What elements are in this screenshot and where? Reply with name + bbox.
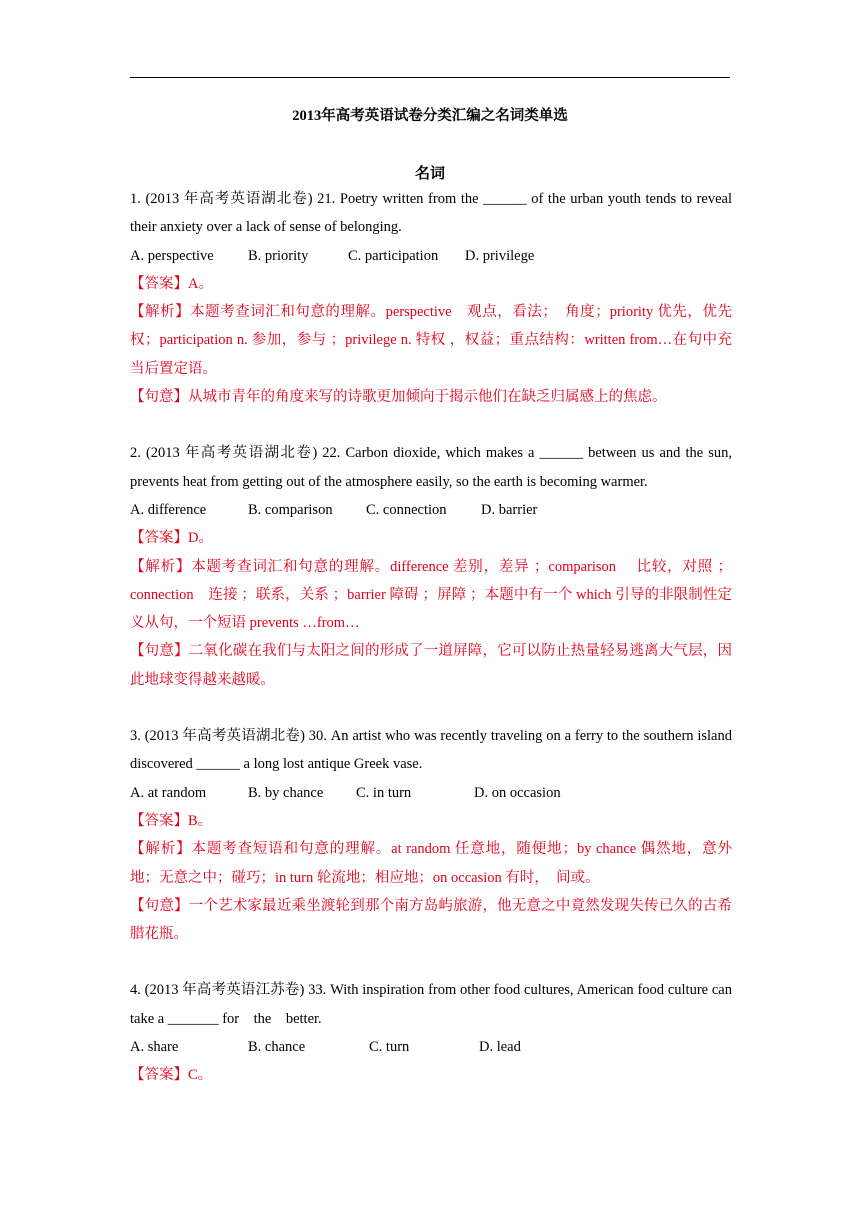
question-stem: 1. (2013 年高考英语湖北卷) 21. Poetry written from the ______ of the urban youth tends to reveal their anxiety over a lack of sense of belonging. bbox=[130, 191, 732, 236]
option-d: D. lead bbox=[479, 1039, 521, 1056]
sentence-meaning: 【句意】一个艺术家最近乘坐渡轮到那个南方岛屿旅游，他无意之中竟然发现失传已久的古希腊花瓶。 bbox=[130, 897, 732, 943]
option-a: A. at random bbox=[130, 784, 207, 801]
question-stem: 4. (2013 年高考英语江苏卷) 33. With inspiration from other food cultures, American food culture can take a _______ for the better. bbox=[130, 982, 732, 1027]
question-stem: 2. (2013 年高考英语湖北卷) 22. Carbon dioxide, which makes a ______ between us and the sun, prevents heat from getting out of the atmosphere easily, so the earth is becoming warmer. bbox=[130, 445, 732, 490]
option-c: C. connection bbox=[366, 501, 447, 518]
section-title: 名词 bbox=[414, 166, 445, 182]
option-b: B. comparison bbox=[248, 501, 333, 518]
option-a: A. perspective bbox=[130, 247, 214, 264]
option-b: B. by chance bbox=[248, 784, 324, 801]
question-stem: 3. (2013 年高考英语湖北卷) 30. An artist who was recently traveling on a ferry to the southern island discovered ______ a long lost antique Greek vase. bbox=[130, 728, 732, 773]
option-d: D. privilege bbox=[465, 247, 535, 264]
option-d: D. on occasion bbox=[474, 784, 561, 801]
option-a: A. difference bbox=[130, 501, 207, 518]
sentence-meaning: 【句意】二氧化碳在我们与太阳之间的形成了一道屏障，它可以防止热量轻易逃离大气层，因此地球变得越来越暖。 bbox=[130, 643, 732, 688]
document-title: 2013年高考英语试卷分类汇编之名词类单选 bbox=[292, 108, 568, 124]
question-list bbox=[130, 185, 732, 1090]
option-c: C. turn bbox=[369, 1039, 410, 1056]
option-c: C. in turn bbox=[356, 784, 412, 801]
answer: 【答案】C。 bbox=[130, 1067, 213, 1084]
spacer bbox=[130, 694, 732, 722]
option-d: D. barrier bbox=[481, 501, 538, 518]
options-row bbox=[130, 496, 732, 524]
question-3 bbox=[130, 722, 732, 948]
answer: 【答案】B。 bbox=[130, 812, 213, 829]
answer: 【答案】A。 bbox=[130, 275, 213, 292]
analysis: 【解析】本题考查词汇和句意的理解。perspective 观点，看法； 角度；priority 优先，优先权；participation n. 参加，参与 ；privilege n. 特权 ，权益；重点结构：written from…在句中充当后置定语。 bbox=[130, 304, 732, 377]
spacer bbox=[130, 411, 732, 439]
sentence-meaning: 【句意】从城市青年的角度来写的诗歌更加倾向于揭示他们在缺乏归属感上的焦虑。 bbox=[130, 389, 667, 406]
answer: 【答案】D。 bbox=[130, 530, 213, 547]
option-c: C. participation bbox=[348, 247, 439, 264]
options-row bbox=[130, 1033, 732, 1061]
option-a: A. share bbox=[130, 1039, 179, 1056]
header-rule bbox=[130, 77, 730, 78]
question-4 bbox=[130, 976, 732, 1089]
options-row bbox=[130, 779, 732, 807]
options-row bbox=[130, 242, 732, 270]
analysis: 【解析】本题考查词汇和句意的理解。difference 差别，差异 ；comparison 比较，对照 ；connection 连接 ；联系，关系 ；barrier 障碍 ；屏障 ；本题中有一个 which 引导的非限制性定义从句，一个短语 prevents …from… bbox=[130, 558, 732, 632]
analysis: 【解析】本题考查短语和句意的理解。at random 任意地，随便地；by chance 偶然地，意外地；无意之中；碰巧；in turn 轮流地；相应地；on occasion 有时， 间或。 bbox=[130, 841, 732, 886]
question-1 bbox=[130, 185, 732, 411]
option-b: B. priority bbox=[248, 247, 309, 264]
option-b: B. chance bbox=[248, 1039, 306, 1056]
question-2 bbox=[130, 439, 732, 694]
spacer bbox=[130, 948, 732, 976]
